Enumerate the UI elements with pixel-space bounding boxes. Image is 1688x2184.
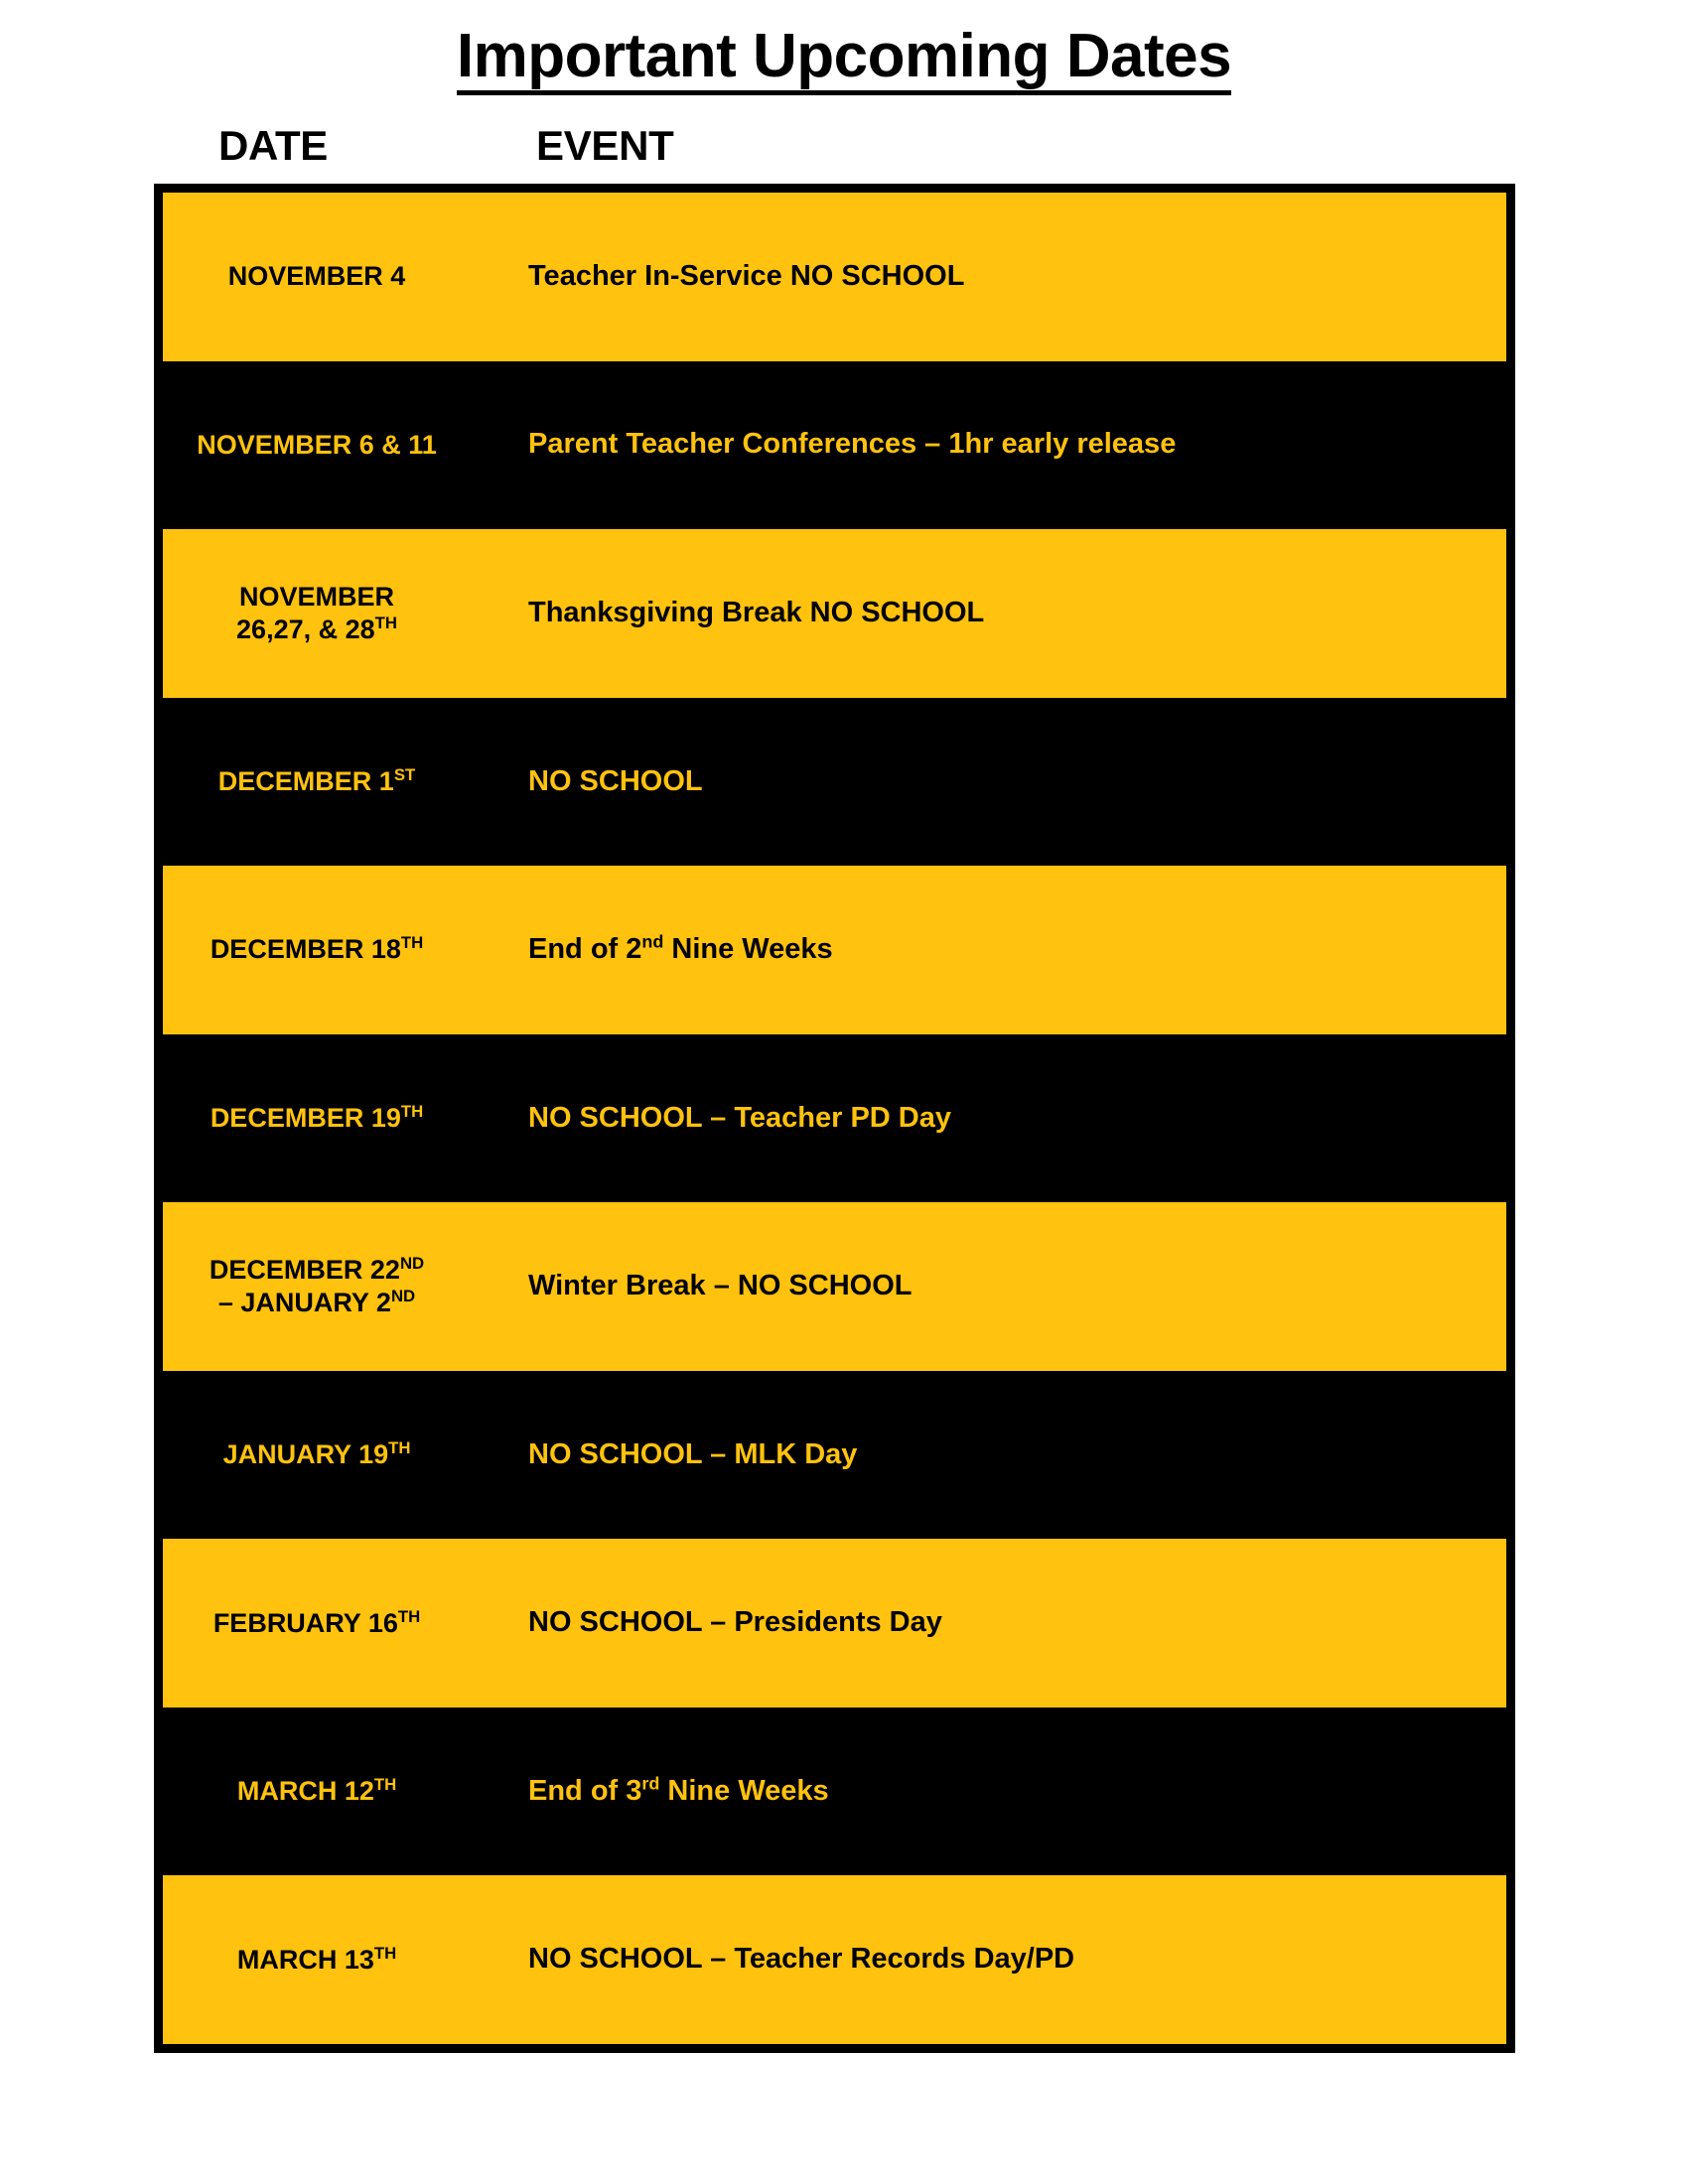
table-row [163, 1371, 1506, 1540]
table-cell-event [471, 361, 1506, 530]
table-cell-event [471, 1202, 1506, 1371]
date-value: DECEMBER 1ST [217, 764, 416, 796]
table-cell-event [471, 1707, 1506, 1876]
event-value: End of 2nd Nine Weeks [528, 931, 833, 966]
table-row [163, 866, 1506, 1034]
table-cell-date [163, 1707, 471, 1876]
table-cell-date [163, 361, 471, 530]
table-cell-event [471, 698, 1506, 867]
column-header-date: DATE [218, 122, 329, 169]
event-value: NO SCHOOL – Presidents Day [528, 1606, 942, 1639]
table-row [163, 1034, 1506, 1203]
table-cell-event [471, 529, 1506, 698]
table-row [163, 1875, 1506, 2044]
event-value: End of 3rd Nine Weeks [528, 1773, 829, 1807]
date-value: JANUARY 19TH [222, 1438, 411, 1470]
date-value: NOVEMBER 26,27, & 28TH [236, 581, 397, 644]
date-value: NOVEMBER 6 & 11 [197, 429, 437, 460]
column-header-event: EVENT [536, 122, 674, 169]
table-row [163, 1707, 1506, 1876]
date-value: MARCH 12TH [236, 1775, 397, 1807]
table-cell-event [471, 193, 1506, 361]
table-cell-date [163, 1875, 471, 2044]
date-value: DECEMBER 19TH [210, 1102, 424, 1134]
page-title-container [0, 24, 1688, 95]
table-row [163, 698, 1506, 867]
table-row [163, 529, 1506, 698]
date-value: DECEMBER 18TH [210, 933, 424, 965]
event-value: Winter Break – NO SCHOOL [528, 1270, 913, 1302]
table-cell-date [163, 866, 471, 1034]
table-cell-event [471, 1875, 1506, 2044]
table-cell-event [471, 866, 1506, 1034]
event-value: NO SCHOOL [528, 764, 703, 797]
table-cell-event [471, 1034, 1506, 1203]
event-value: NO SCHOOL – Teacher Records Day/PD [528, 1943, 1075, 1976]
event-value: Teacher In-Service NO SCHOOL [528, 259, 965, 292]
date-value: FEBRUARY 16TH [212, 1606, 421, 1638]
event-value: Thanksgiving Break NO SCHOOL [528, 597, 985, 629]
table-cell-date [163, 698, 471, 867]
important-dates-table [154, 184, 1515, 2053]
event-value: Parent Teacher Conferences – 1hr early release [528, 428, 1177, 461]
table-cell-date [163, 1371, 471, 1540]
event-value: NO SCHOOL – Teacher PD Day [528, 1101, 952, 1134]
table-row [163, 361, 1506, 530]
table-row [163, 1539, 1506, 1707]
date-value: MARCH 13TH [236, 1943, 397, 1975]
table-cell-date [163, 1034, 471, 1203]
table-cell-date [163, 1202, 471, 1371]
date-value: NOVEMBER 4 [227, 261, 406, 292]
table-row [163, 1202, 1506, 1371]
table-cell-event [471, 1371, 1506, 1540]
table-row [163, 193, 1506, 361]
table-cell-date [163, 1539, 471, 1707]
event-value: NO SCHOOL – MLK Day [528, 1437, 858, 1470]
table-cell-event [471, 1539, 1506, 1707]
page-title: Important Upcoming Dates [457, 24, 1231, 95]
table-cell-date [163, 529, 471, 698]
date-value: DECEMBER 22ND – JANUARY 2ND [209, 1254, 425, 1318]
table-cell-date [163, 193, 471, 361]
table-column-headers [154, 119, 1514, 173]
